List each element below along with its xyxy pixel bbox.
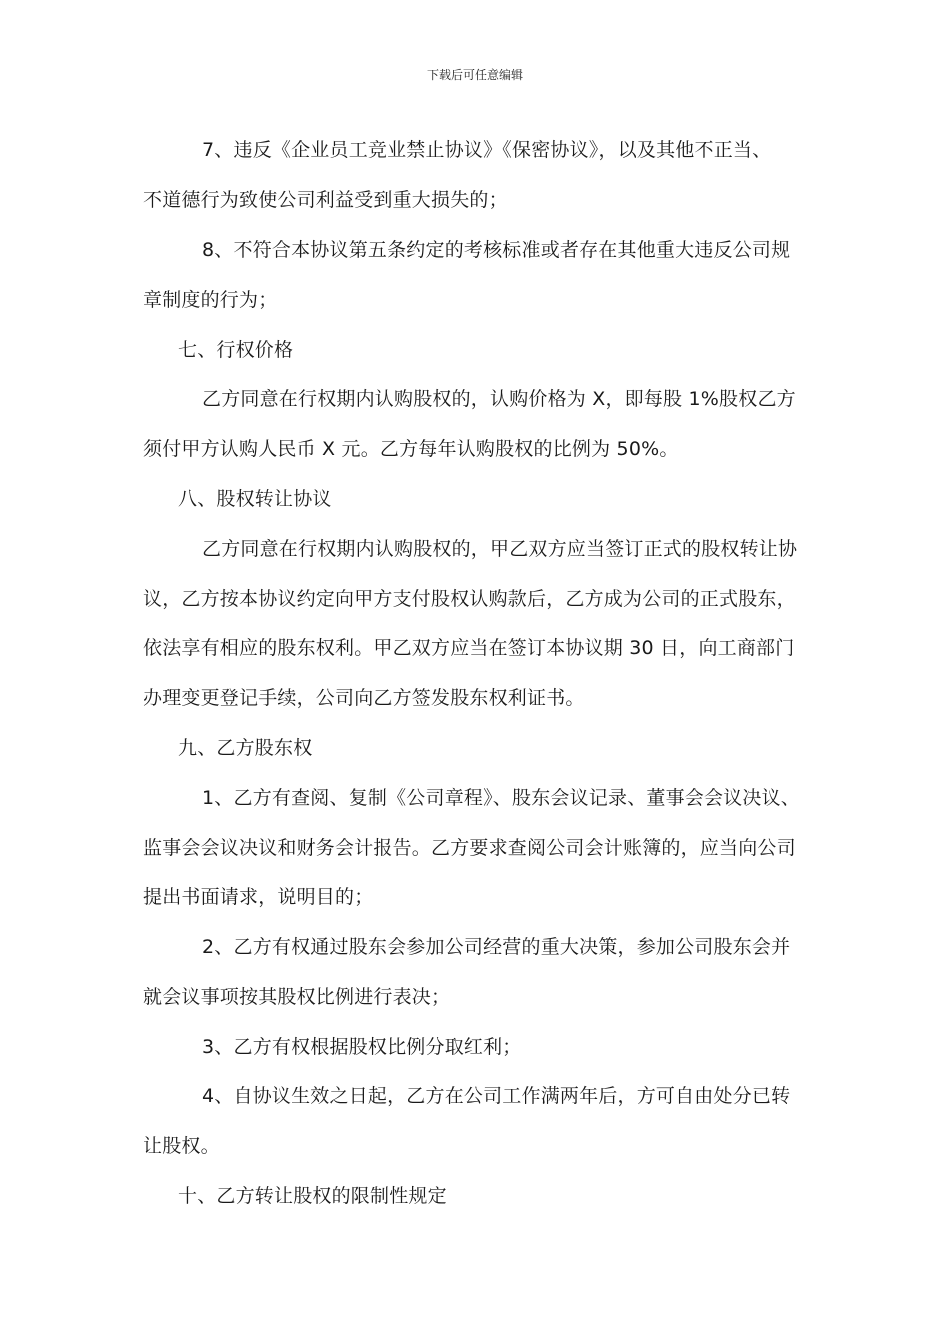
section-8-para-line-2: 议，乙方按本协议约定向甲方支付股权认购款后，乙方成为公司的正式股东， [143, 588, 796, 610]
section-9-item-4-line-1: 4、自协议生效之日起，乙方在公司工作满两年后，方可自由处分已转 [202, 1085, 791, 1107]
section-9-item-1-line-3: 提出书面请求，说明目的； [143, 886, 374, 908]
page-header: 下载后可任意编辑 [426, 68, 523, 82]
section-9-item-4-line-2: 让股权。 [143, 1135, 220, 1157]
section-9-item-1-line-2: 监事会会议决议和财务会计报告。乙方要求查阅公司会计账簿的，应当向公司 [143, 837, 796, 859]
section-9-heading: 九、乙方股东权 [178, 737, 313, 759]
section-7-heading: 七、行权价格 [178, 339, 294, 361]
section-8-para-line-3: 依法享有相应的股东权利。甲乙双方应当在签订本协议期 30 日，向工商部门 [143, 637, 795, 659]
section-9-item-1-line-1: 1、乙方有查阅、复制《公司章程》、股东会议记录、董事会会议决议、 [202, 787, 800, 809]
section-9-item-3: 3、乙方有权根据股权比例分取红利； [202, 1036, 522, 1058]
clause-7-line-1: 7、违反《企业员工竞业禁止协议》《保密协议》，以及其他不正当、 [202, 139, 772, 161]
section-7-para-line-2: 须付甲方认购人民币 X 元。乙方每年认购股权的比例为 50%。 [143, 438, 679, 460]
section-9-item-2-line-1: 2、乙方有权通过股东会参加公司经营的重大决策，参加公司股东会并 [202, 936, 791, 958]
section-8-para-line-4: 办理变更登记手续，公司向乙方签发股东权利证书。 [143, 687, 585, 709]
section-8-para-line-1: 乙方同意在行权期内认购股权的，甲乙双方应当签订正式的股权转让协 [202, 538, 798, 560]
clause-8-line-1: 8、不符合本协议第五条约定的考核标准或者存在其他重大违反公司规 [202, 239, 791, 261]
section-9-item-2-line-2: 就会议事项按其股权比例进行表决； [143, 986, 451, 1008]
section-7-para-line-1: 乙方同意在行权期内认购股权的，认购价格为 X，即每股 1%股权乙方 [202, 388, 796, 410]
clause-8-line-2: 章制度的行为； [143, 289, 278, 311]
clause-7-line-2: 不道德行为致使公司利益受到重大损失的； [143, 189, 508, 211]
section-10-heading: 十、乙方转让股权的限制性规定 [178, 1185, 447, 1207]
section-8-heading: 八、股权转让协议 [178, 488, 332, 510]
